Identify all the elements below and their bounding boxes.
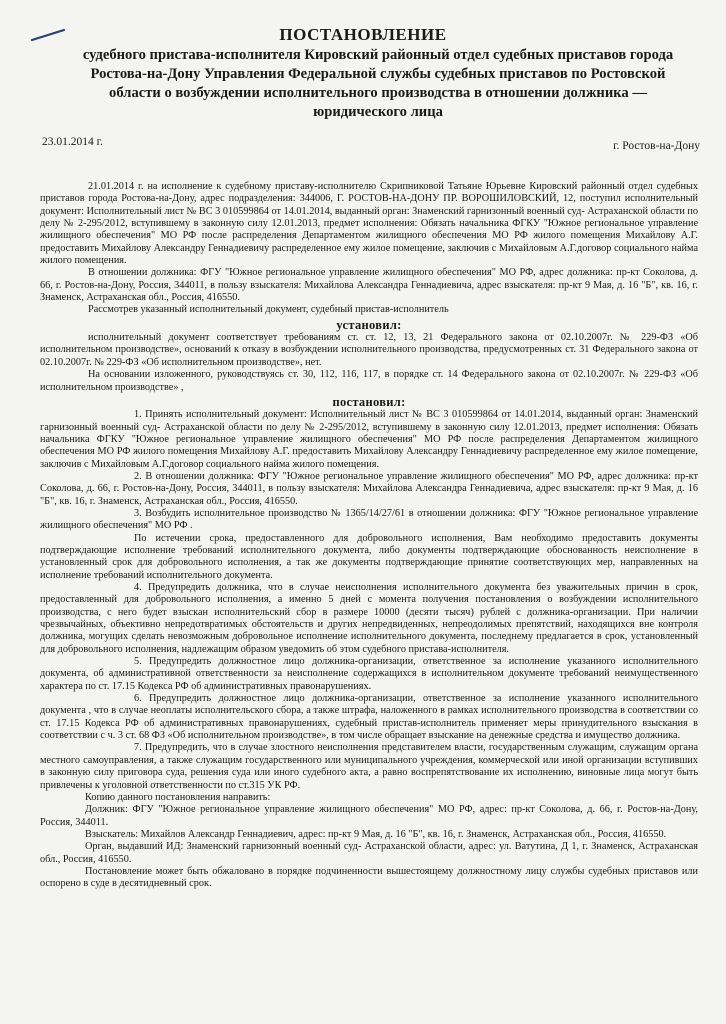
debtor-paragraph: В отношении должника: ФГУ "Южное региональное управление жилищного обеспечения" МО РФ, адрес должника: пр-кт Соколова, д. 66, г. Ростов-на-Дону, Россия, 344011, в пользу взыскателя: Михайлова Александра Геннадиевича, адрес взыскателя: пр-кт 9 Мая, д. 16 "Б", кв. 16, г. Знаменск, Астраханская обл., Россия, 416550.	[40, 267, 698, 304]
document-body	[40, 181, 698, 891]
copy-recipient-debtor: Должник: ФГУ "Южное региональное управление жилищного обеспечения" МО РФ, адрес: пр-кт Соколова, д. 66, г. Ростов-на-Дону, Россия, 344011.	[40, 804, 698, 828]
resolution-item: 6. Предупредить должностное лицо должника-организации, ответственное за исполнение указанного исполнительного документа , что в случае неоплаты исполнительского сбора, а также штрафа, наложенного в рамках исполнительного производства в соответствии со ст. 17.15 Кодекса РФ об административных правонарушениях, судебный пристав-исполнитель применяет меры принудительного взыскания в соответствии с ч. 3 ст. 68 ФЗ «Об исполнительном производстве», в том числе обращает взыскание на денежные средства и имущество должника.	[40, 693, 698, 742]
copy-recipient-issuer: Орган, выдавший ИД: Знаменский гарнизонный военный суд- Астраханской области, адрес: ул. Ватутина, Д 1, г. Знаменск, Астраханская обл., Россия, 416550.	[40, 841, 698, 865]
resolution-item: 3. Возбудить исполнительное производство № 1365/14/27/61 в отношении должника: ФГУ "Южное региональное управление жилищного обеспечения" МО РФ .	[40, 507, 698, 532]
document-subtitle: судебного пристава-исполнителя Кировский районный отдел судебных приставов города Ростова-на-Дону Управления Федеральной службы судебных приставов по Ростовской области о возбуждении исполнительного производства в отношении должника — юридического лица	[82, 47, 674, 120]
document-title: ПОСТАНОВЛЕНИЕ	[279, 25, 447, 44]
resolution-item: 1. Принять исполнительный документ: Исполнительный лист № ВС 3 010599864 от 14.01.2014, выданный орган: Знаменский гарнизонный военный суд- Астраханской области по делу № 2-295/2012, вступившему в законную силу 12.01.2013, предмет исполнения: Обязать начальника ФГКУ "Южное региональное управление жилищного обеспечения" МО РФ после распределения Департаментом жилищного обеспечения МО РФ жилого помещения Михайлову А.Г. предоставить Михайлову Александру Геннадиевичу распределенное ему жилое помещение, заключив с Михайловым А.Г.договор социального найма жилого помещения.	[40, 409, 698, 470]
resolution-item: По истечении срока, предоставленного для добровольного исполнения, Вам необходимо предоставить документы подтверждающие исполнение требований исполнительного документа, либо документы подтверждающие обоснованность неисполнение в установленный срок для добровольного исполнения, а так же документы подтверждающие принятие соответствующих мер, направленных на исполнение требований исполнительного документа.	[40, 532, 698, 581]
review-paragraph: Рассмотрев указанный исполнительный документ, судебный пристав-исполнитель	[88, 304, 449, 316]
document-city: г. Ростов-на-Дону	[613, 140, 700, 152]
resolution-item: 4. Предупредить должника, что в случае неисполнения исполнительного документа без уважительных причин в срок, предоставленный для добровольного исполнения, а именно 5 дней с момента получения постановления о возбуждении исполнительного производства, с него будет взыскан исполнительский сбор в размере 10000 (десяти тысяч) рублей с должника-организации. При наличии чрезвычайных, объективно непредотвратимых обстоятельств и других непредвиденных, непреодолимых препятствий, находящихся вне контроля должника, могущих сделать невозможным добровольное исполнение исполнительного документа, последнему предлагается в срок, установленный для добровольного исполнения, надлежащим образом уведомить об этом судебного пристава-исполнителя.	[40, 582, 698, 655]
document-date: 23.01.2014 г.	[42, 136, 103, 148]
resolved-heading: постановил:	[332, 394, 406, 409]
copy-recipient-claimant: Взыскатель: Михайлов Александр Геннадиевич, адрес: пр-кт 9 Мая, д. 16 "Б", кв. 16, г. Знаменск, Астраханская обл., Россия, 416550.	[85, 828, 667, 840]
established-heading: установил:	[336, 317, 402, 332]
resolution-item: 2. В отношении должника: ФГУ "Южное региональное управление жилищного обеспечения" МО РФ, адрес должника: пр-кт Соколова, д. 66, г. Ростов-на-Дону, Россия, 344011, в пользу взыскателя: Михайлова Александра Геннадиевича, адрес взыскателя: пр-кт 9 Мая, д. 16 "Б", кв. 16, г. Знаменск, Астраханская обл., Россия, 416550.	[40, 470, 698, 507]
appeal-note: Постановление может быть обжаловано в порядке подчиненности вышестоящему должностному лицу службы судебных приставов или оспорено в суде в десятидневный срок.	[40, 865, 698, 890]
intro-paragraph: 21.01.2014 г. на исполнение к судебному приставу-исполнителю Скрипниковой Татьяне Юрьевне Кировский районный отдел судебных приставов города Ростова-на-Дону, адрес подразделения: 344006, Г. РОСТОВ-НА-ДОНУ ПР. ВОРОШИЛОВСКИЙ, 12, поступил исполнительный документ: Исполнительный лист № ВС 3 010599864 от 14.01.2014, выданный орган: Знаменский гарнизонный военный суд- Астраханской области по делу № 2-295/2012, вступившему в законную силу 12.01.2013, предмет исполнения: Обязать начальника ФГКУ "Южное региональное управление жилищного обеспечения" МО РФ после распределения Департаментом жилищного обеспечения МО РФ жилого помещения Михайлову А.Г. предоставить Михайлову Александру Геннадиевичу распределенное ему жилое помещение, заключив с Михайловым А.Г.договор социального найма жилого помещения.	[40, 181, 698, 267]
established-paragraph: исполнительный документ соответствует требованиям ст. ст. 12, 13, 21 Федерального закона от 02.10.2007г. № 229-ФЗ «Об исполнительном производстве», оснований к отказу в возбуждении исполнительного производства, предусмотренных ст. 31 Федерального закона от 02.10.2007г. № 229-ФЗ «Об исполнительном производстве», нет.	[40, 332, 698, 368]
resolution-item: 7. Предупредить, что в случае злостного неисполнения представителем власти, государственным служащим, служащим органа местного самоуправления, а также служащим государственного или муниципального учреждения, коммерческой или иной организации вступивших в законную силу приговора суда, решения суда или иного судебного акта, а равно воспрепятствование их исполнению, виновные лица могут быть привлечены к уголовной ответственности по ст.315 УК РФ.	[40, 742, 698, 791]
copies-intro: Копию данного постановления направить:	[85, 791, 271, 803]
basis-paragraph: На основании изложенного, руководствуясь ст. 30, 112, 116, 117, в порядке ст. 14 Федерального закона от 02.10.2007г. № 229-ФЗ «Об исполнительном производстве» ,	[40, 369, 698, 393]
resolution-item: 5. Предупредить должностное лицо должника-организации, ответственное за исполнение указанного исполнительного документа, об административной ответственности за неисполнение содержащихся в исполнительном документе требований неимущественного характера по ст. 17.15 Кодекса РФ об административных правонарушениях.	[40, 656, 698, 692]
